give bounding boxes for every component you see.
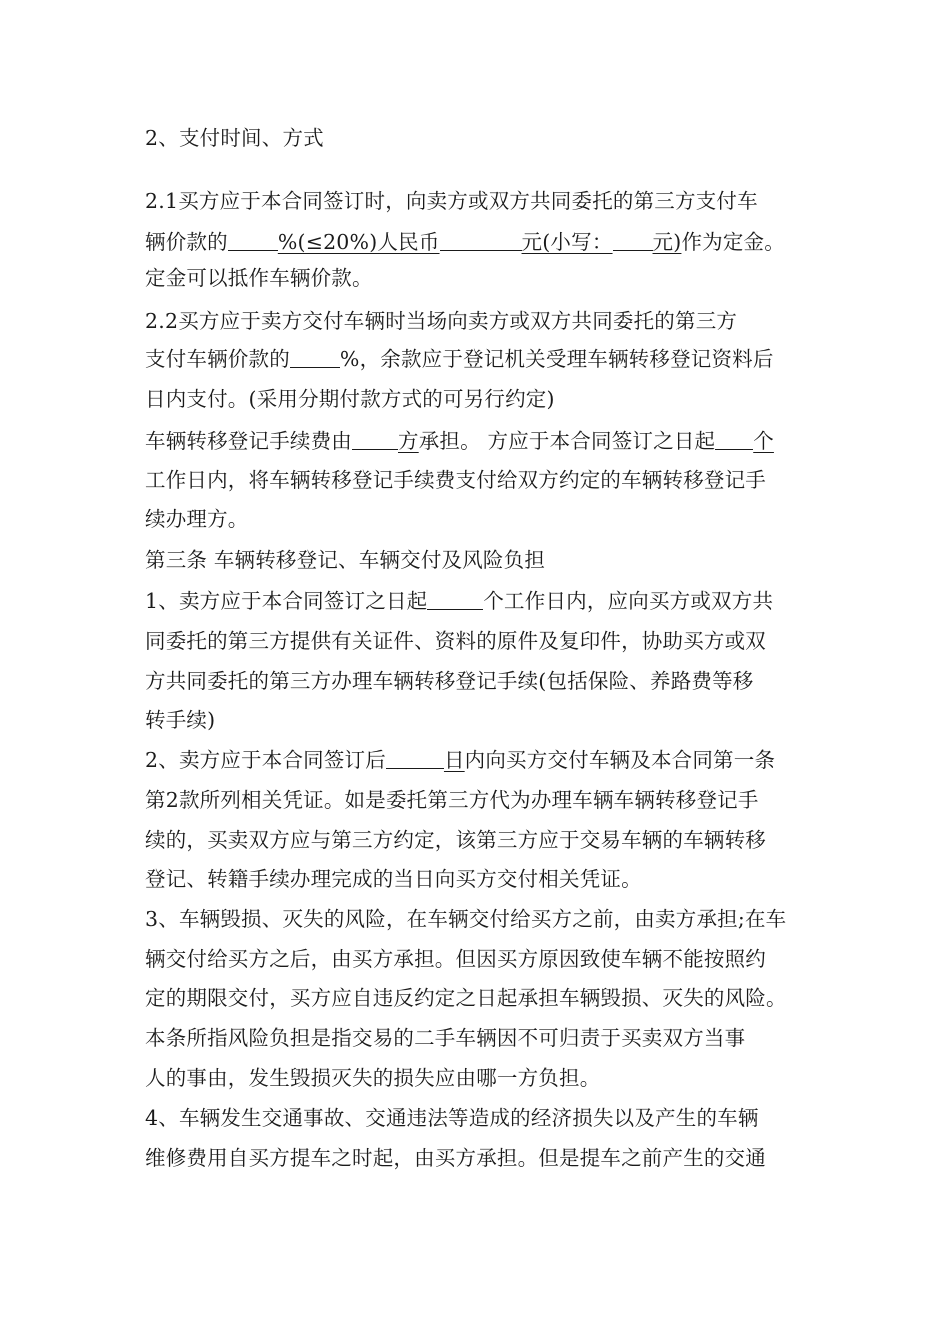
article-3-clause-1-line-4: 转手续) [145, 708, 216, 732]
blank-payment-percent-field [290, 345, 340, 368]
text: 承担。 方应于本合同签订之日起 [418, 429, 716, 453]
article-3-clause-2-line-1 [145, 743, 775, 777]
article-3-clause-3-line-3: 定的期限交付，买方应自违反约定之日起承担车辆毁损、灭失的风险。 [145, 986, 787, 1010]
article-3-clause-2-line-3: 续的，买卖双方应与第三方约定，该第三方应于交易车辆的车辆转移 [145, 828, 766, 852]
clause-2-1-line-3: 定金可以抵作车辆价款。 [145, 266, 373, 290]
clause-2-2-line-2 [145, 342, 774, 376]
clause-2-1-line-1: 2.1买方应于本合同签订时，向卖方或双方共同委托的第三方支付车 [145, 189, 758, 213]
text: 1、卖方应于本合同签订之日起 [145, 589, 428, 613]
article-3-clause-3-line-2: 辆交付给买方之后，由买方承担。但因买方原因致使车辆不能按照约 [145, 947, 766, 971]
text: 作为定金。 [681, 230, 785, 254]
article-3-title: 第三条 车辆转移登记、车辆交付及风险负担 [145, 548, 546, 572]
fee-line-3: 续办理方。 [145, 507, 249, 531]
article-3-clause-3-line-1: 3、车辆毁损、灭失的风险，在车辆交付给买方之前，由卖方承担;在车 [145, 907, 787, 931]
deposit-yuan-close: 元) [652, 230, 682, 254]
blank-fee-days-field [715, 427, 753, 450]
text: 2、卖方应于本合同签订后 [145, 748, 386, 772]
blank-working-days-field [427, 587, 483, 610]
text: 支付车辆价款的 [145, 347, 290, 371]
article-3-clause-1-line-2: 同委托的第三方提供有关证件、资料的原件及复印件，协助买方或双 [145, 629, 766, 653]
article-3-clause-2-line-4: 登记、转籍手续办理完成的当日向买方交付相关凭证。 [145, 867, 642, 891]
clause-2-2-line-1: 2.2买方应于卖方交付车辆时当场向卖方或双方共同委托的第三方 [145, 309, 738, 333]
fee-party-label: 方 [398, 429, 419, 453]
blank-small-amount-field [613, 228, 653, 251]
article-3-clause-3-line-4: 本条所指风险负担是指交易的二手车辆因不可归责于买卖双方当事 [145, 1026, 746, 1050]
article-3-clause-1-line-1 [145, 584, 773, 618]
text: 辆价款的 [145, 230, 228, 254]
article-3-clause-2-line-2: 第2款所列相关凭证。如是委托第三方代为办理车辆车辆转移登记手 [145, 788, 759, 812]
text: 个工作日内，应向买方或双方共 [483, 589, 774, 613]
blank-rmb-amount-field [440, 228, 522, 251]
deposit-yuan-label: 元(小写： [521, 230, 613, 254]
delivery-day-unit: 日 [443, 748, 465, 772]
fee-days-unit: 个 [753, 429, 774, 453]
blank-percent-field [228, 228, 278, 251]
fee-line-1 [145, 424, 774, 458]
section-heading-payment: 2、支付时间、方式 [145, 126, 324, 150]
text: 内向买方交付车辆及本合同第一条 [464, 748, 776, 772]
clause-2-1-line-2 [145, 225, 785, 259]
deposit-percent-label: %(≤20%)人民币 [277, 230, 440, 254]
blank-fee-party-field [352, 427, 398, 450]
article-3-clause-4-line-1: 4、车辆发生交通事故、交通违法等造成的经济损失以及产生的车辆 [145, 1106, 759, 1130]
fee-line-2: 工作日内，将车辆转移登记手续费支付给双方约定的车辆转移登记手 [145, 468, 766, 492]
blank-delivery-days-field [386, 746, 444, 769]
article-3-clause-4-line-2: 维修费用自买方提车之时起，由买方承担。但是提车之前产生的交通 [145, 1146, 766, 1170]
text: 车辆转移登记手续费由 [145, 429, 352, 453]
article-3-clause-3-line-5: 人的事由，发生毁损灭失的损失应由哪一方负担。 [145, 1066, 601, 1090]
clause-2-2-line-3: 日内支付。(采用分期付款方式的可另行约定) [145, 387, 555, 411]
text: %，余款应于登记机关受理车辆转移登记资料后 [339, 347, 774, 371]
article-3-clause-1-line-3: 方共同委托的第三方办理车辆转移登记手续(包括保险、养路费等移 [145, 669, 754, 693]
